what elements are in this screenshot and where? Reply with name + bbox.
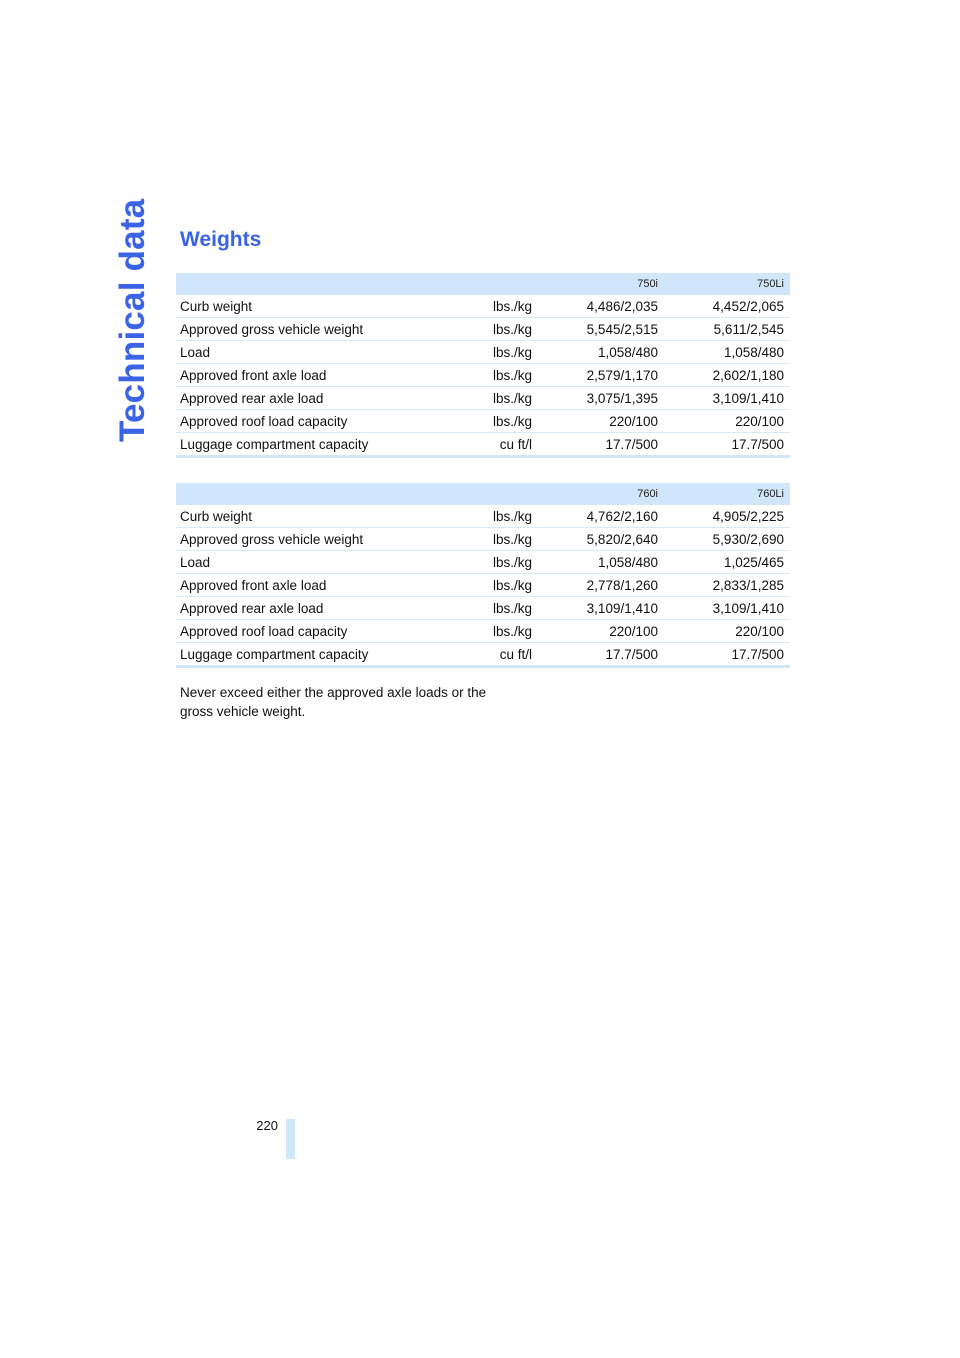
row-unit: cu ft/l	[466, 433, 538, 457]
row-value-2: 17.7/500	[664, 643, 790, 667]
row-label: Curb weight	[176, 505, 466, 528]
table-row	[176, 505, 790, 528]
row-unit: lbs./kg	[466, 364, 538, 387]
row-label: Approved front axle load	[176, 574, 466, 597]
page-marker-bar	[286, 1119, 295, 1159]
row-unit: lbs./kg	[466, 341, 538, 364]
row-unit: lbs./kg	[466, 387, 538, 410]
row-value-2: 1,058/480	[664, 341, 790, 364]
table-row	[176, 433, 790, 457]
header-model-760li: 760Li	[664, 483, 790, 505]
row-value-1: 17.7/500	[538, 433, 664, 457]
row-label: Approved front axle load	[176, 364, 466, 387]
row-unit: lbs./kg	[466, 528, 538, 551]
header-cell	[466, 483, 538, 505]
table-row	[176, 574, 790, 597]
table-row	[176, 410, 790, 433]
row-label: Approved rear axle load	[176, 387, 466, 410]
weights-table-760	[176, 483, 790, 668]
weight-warning-note: Never exceed either the approved axle loads or the gross vehicle weight.	[180, 685, 487, 719]
row-unit: lbs./kg	[466, 410, 538, 433]
row-label: Approved rear axle load	[176, 597, 466, 620]
row-value-1: 4,762/2,160	[538, 505, 664, 528]
row-unit: lbs./kg	[466, 318, 538, 341]
weights-table-750	[176, 273, 790, 458]
row-unit: lbs./kg	[466, 620, 538, 643]
row-value-1: 2,579/1,170	[538, 364, 664, 387]
page-number: 220	[256, 1118, 278, 1133]
row-label: Approved roof load capacity	[176, 410, 466, 433]
table-header-row	[176, 483, 790, 505]
row-unit: lbs./kg	[466, 551, 538, 574]
table-row	[176, 387, 790, 410]
row-value-1: 3,075/1,395	[538, 387, 664, 410]
row-label: Approved gross vehicle weight	[176, 528, 466, 551]
row-value-2: 5,930/2,690	[664, 528, 790, 551]
header-cell	[466, 273, 538, 295]
table-row	[176, 295, 790, 318]
row-value-2: 4,452/2,065	[664, 295, 790, 318]
row-value-2: 2,602/1,180	[664, 364, 790, 387]
row-value-1: 5,820/2,640	[538, 528, 664, 551]
row-value-2: 2,833/1,285	[664, 574, 790, 597]
table-row	[176, 597, 790, 620]
row-value-1: 3,109/1,410	[538, 597, 664, 620]
row-label: Approved gross vehicle weight	[176, 318, 466, 341]
row-unit: lbs./kg	[466, 505, 538, 528]
row-value-2: 5,611/2,545	[664, 318, 790, 341]
row-unit: cu ft/l	[466, 643, 538, 667]
row-value-2: 4,905/2,225	[664, 505, 790, 528]
row-value-1: 17.7/500	[538, 643, 664, 667]
row-value-1: 2,778/1,260	[538, 574, 664, 597]
row-value-2: 220/100	[664, 620, 790, 643]
table-row	[176, 318, 790, 341]
row-value-1: 5,545/2,515	[538, 318, 664, 341]
row-label: Luggage compartment capacity	[176, 433, 466, 457]
row-value-1: 1,058/480	[538, 341, 664, 364]
row-value-2: 3,109/1,410	[664, 597, 790, 620]
row-unit: lbs./kg	[466, 574, 538, 597]
row-label: Approved roof load capacity	[176, 620, 466, 643]
sidebar-title: Technical data	[113, 198, 152, 442]
row-label: Curb weight	[176, 295, 466, 318]
row-label: Luggage compartment capacity	[176, 643, 466, 667]
table-row	[176, 528, 790, 551]
header-model-750li: 750Li	[664, 273, 790, 295]
table-row	[176, 551, 790, 574]
row-label: Load	[176, 551, 466, 574]
header-model-750i: 750i	[538, 273, 664, 295]
header-cell	[176, 483, 466, 505]
row-value-2: 1,025/465	[664, 551, 790, 574]
table-row	[176, 341, 790, 364]
row-value-2: 220/100	[664, 410, 790, 433]
table-header-row	[176, 273, 790, 295]
row-value-1: 1,058/480	[538, 551, 664, 574]
row-unit: lbs./kg	[466, 295, 538, 318]
row-value-2: 3,109/1,410	[664, 387, 790, 410]
header-model-760i: 760i	[538, 483, 664, 505]
table-row	[176, 364, 790, 387]
row-label: Load	[176, 341, 466, 364]
row-value-1: 220/100	[538, 620, 664, 643]
row-unit: lbs./kg	[466, 597, 538, 620]
row-value-1: 4,486/2,035	[538, 295, 664, 318]
table-row	[176, 620, 790, 643]
table-row	[176, 643, 790, 667]
header-cell	[176, 273, 466, 295]
row-value-1: 220/100	[538, 410, 664, 433]
section-title: Weights	[180, 228, 262, 251]
row-value-2: 17.7/500	[664, 433, 790, 457]
